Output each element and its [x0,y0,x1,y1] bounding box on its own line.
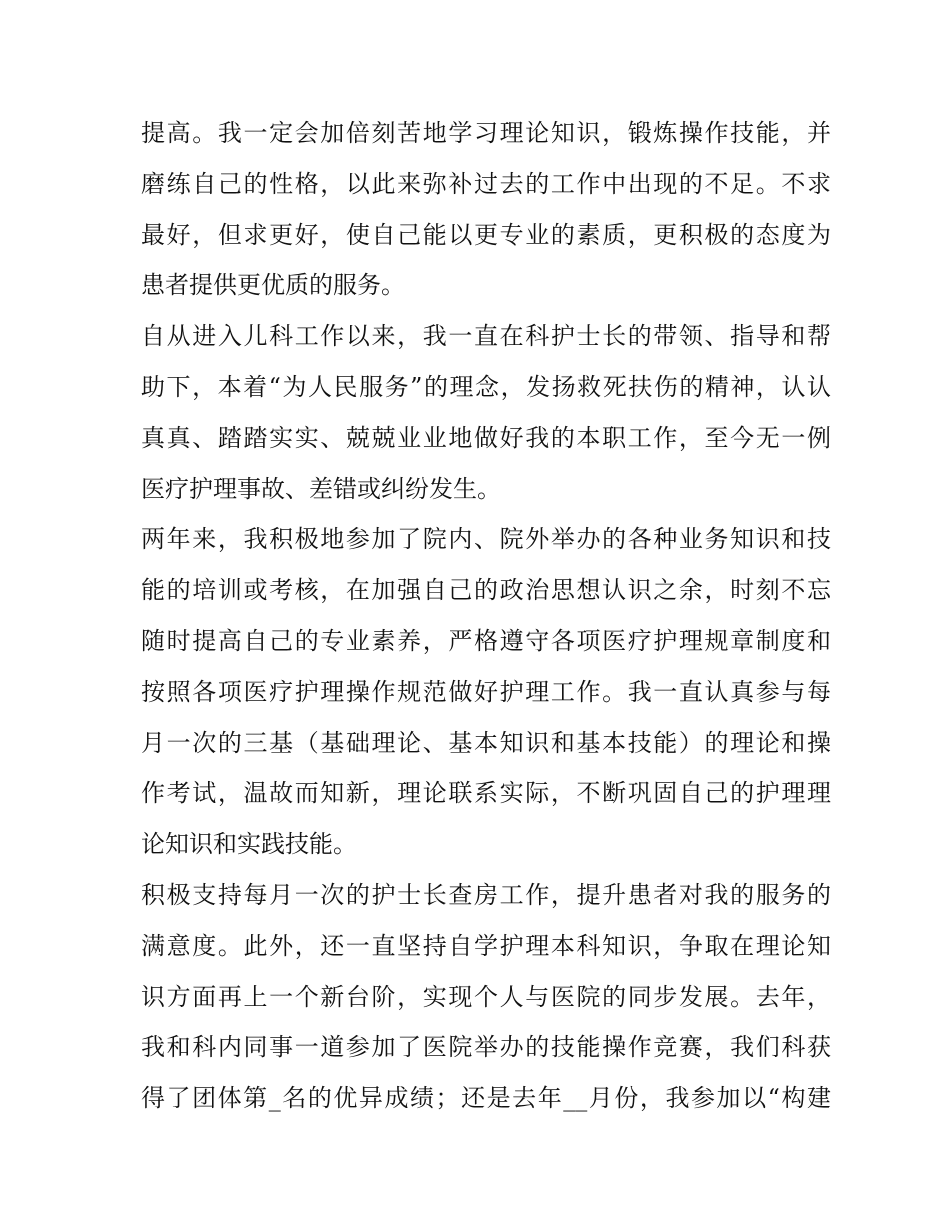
text-line: 论知识和实践技能。 [141,830,357,859]
text-line: 真真、踏踏实实、兢兢业业地做好我的本职工作，至今无一例 [141,423,831,452]
text-line: 助下，本着“为人民服务”的理念，发扬救死扶伤的精神，认认 [141,372,831,401]
text-line: 作考试，温故而知新，理论联系实际，不断巩固自己的护理理 [141,779,831,808]
text-line: 积极支持每月一次的护士长查房工作，提升患者对我的服务的 [141,880,831,909]
text-line: 识方面再上一个新台阶，实现个人与医院的同步发展。去年， [141,982,831,1011]
text-line: 自从进入儿科工作以来，我一直在科护士长的带领、指导和帮 [141,322,831,351]
text-line: 患者提供更优质的服务。 [141,271,405,300]
text-line: 磨练自己的性格，以此来弥补过去的工作中出现的不足。不求 [141,169,831,198]
paragraph-3 [141,514,831,870]
text-line: 随时提高自己的专业素养，严格遵守各项医疗护理规章制度和 [141,626,831,655]
text-line: 能的培训或考核，在加强自己的政治思想认识之余，时刻不忘 [141,576,831,605]
text-line: 提高。我一定会加倍刻苦地学习理论知识，锻炼操作技能，并 [141,119,831,147]
text-line: 两年来，我积极地参加了院内、院外举办的各种业务知识和技 [141,525,831,554]
text-line: 月一次的三基（基础理论、基本知识和基本技能）的理论和操 [141,728,831,757]
paragraph-1 [141,108,831,311]
text-line: 按照各项医疗护理操作规范做好护理工作。我一直认真参与每 [141,677,831,706]
text-line: 我和科内同事一道参加了医院举办的技能操作竞赛，我们科获 [141,1033,831,1062]
paragraph-2 [141,311,831,514]
text-line: 医疗护理事故、差错或纠纷发生。 [141,474,501,503]
text-line: 最好，但求更好，使自己能以更专业的素质，更积极的态度为 [141,220,831,249]
text-line: 满意度。此外，还一直坚持自学护理本科知识，争取在理论知 [141,931,831,960]
text-line: 得了团体第_名的优异成绩；还是去年__月份，我参加以“构建 [141,1084,831,1113]
document-body [141,108,831,1124]
paragraph-4 [141,870,831,1124]
